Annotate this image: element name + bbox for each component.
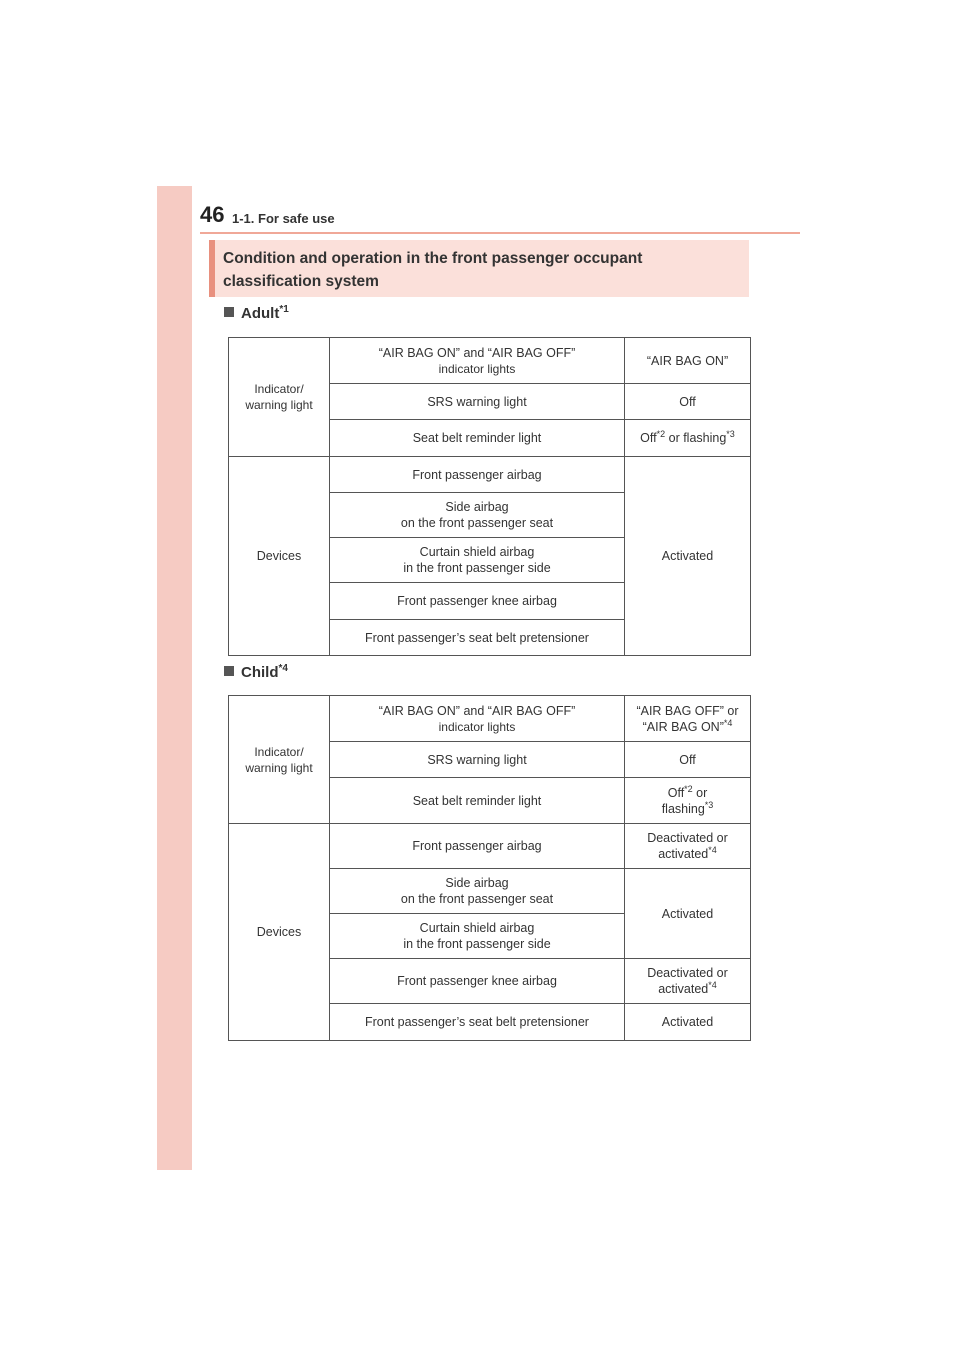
srs-cell: SRS warning light [330,384,625,420]
child-heading [224,663,288,681]
curtain-airbag-cell: Curtain shield airbag in the front passenger side [330,538,625,583]
table-row [229,696,751,742]
side-curtain-value: Activated [625,869,751,959]
airbag-lights-value: “AIR BAG OFF” or “AIR BAG ON”$^{*4}$ [625,696,751,742]
square-bullet-icon [224,666,234,676]
devices-label-cell: Devices [229,457,330,656]
adult-title-note: *1 [279,304,289,315]
side-airbag-cell: Side airbag on the front passenger seat [330,493,625,538]
knee-airbag-cell: Front passenger knee airbag [330,959,625,1004]
table-row [229,824,751,869]
srs-value: Off [625,742,751,778]
table-row [229,457,751,493]
side-airbag-cell: Side airbag on the front passenger seat [330,869,625,914]
header-rule [200,232,800,234]
front-airbag-cell: Front passenger airbag [330,824,625,869]
seatbelt-cell: Seat belt reminder light [330,420,625,457]
side-tab-bar [157,186,192,1170]
knee-airbag-cell: Front passenger knee airbag [330,583,625,620]
seatbelt-value: Off$^{*2}$ or flashing$^{*3}$ [625,420,751,457]
srs-value: Off [625,384,751,420]
indicator-label-cell: Indicator/ warning light [229,338,330,457]
page-number: 46 [200,202,225,227]
front-airbag-value: Deactivated or activated$^{*4}$ [625,824,751,869]
curtain-airbag-cell: Curtain shield airbag in the front passenger side [330,914,625,959]
front-airbag-cell: Front passenger airbag [330,457,625,493]
child-table [228,695,751,1041]
section-title: 1-1. For safe use [232,211,335,226]
adult-table [228,337,751,656]
seatbelt-value: Off$^{*2}$ or flashing$^{*3}$ [625,778,751,824]
pretensioner-cell: Front passenger’s seat belt pretensioner [330,1004,625,1041]
pretensioner-value: Activated [625,1004,751,1041]
indicator-label-cell: Indicator/ warning light [229,696,330,824]
pretensioner-cell: Front passenger’s seat belt pretensioner [330,620,625,656]
adult-title: Adult [241,305,280,322]
knee-airbag-value: Deactivated or activated$^{*4}$ [625,959,751,1004]
airbag-lights-cell: “AIR BAG ON” and “AIR BAG OFF” indicator lights [330,338,625,384]
seatbelt-cell: Seat belt reminder light [330,778,625,824]
srs-cell: SRS warning light [330,742,625,778]
airbag-lights-value: “AIR BAG ON” [625,338,751,384]
square-bullet-icon [224,307,234,317]
section-heading: Condition and operation in the front passenger occupant classification system [209,240,749,297]
adult-heading [224,304,289,322]
child-title-note: *4 [278,663,288,674]
airbag-lights-cell: “AIR BAG ON” and “AIR BAG OFF” indicator lights [330,696,625,742]
devices-label-cell: Devices [229,824,330,1041]
table-row [229,338,751,384]
child-title: Child [241,664,279,681]
devices-value: Activated [625,457,751,656]
